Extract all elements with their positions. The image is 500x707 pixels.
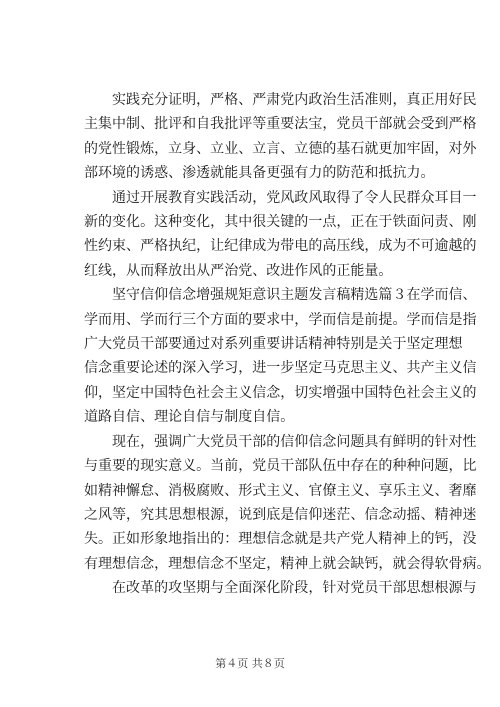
text-line: 信念重要论述的深入学习，进一步坚定马克思主义、共产主义信 [84,360,477,377]
text-line: 在改革的攻坚期与全面深化阶段，针对党员干部思想根源与 [84,580,477,597]
text-line: 性约束、严格执纪，让纪律成为带电的高压线，成为不可逾越的 [84,238,477,255]
text-line: 主集中制、批评和自我批评等重要法宝，党员干部就会受到严格 [84,116,477,133]
text-line: 新的变化。这种变化，其中很关键的一点，正在于铁面问责、刚 [84,214,477,231]
text-line: 的党性锻炼，立身、立业、立言、立德的基石就更加牢固，对外 [84,140,477,157]
page-number-footer: 第４页 共８页 [215,657,285,670]
text-line: 如精神懈怠、消极腐败、形式主义、官僚主义、享乐主义、奢靡 [84,482,477,499]
text-line: 坚守信仰信念增强规矩意识主题发言稿精选篇３在学而信、 [84,287,477,304]
text-line: 现在，强调广大党员干部的信仰信念问题具有鲜明的针对性 [84,433,477,450]
text-line: 失。正如形象地指出的：理想信念就是共产党人精神上的钙，没 [84,531,477,548]
paragraph-1 [84,88,477,186]
text-line: 与重要的现实意义。当前，党员干部队伍中存在的种种问题，比 [84,458,477,475]
document-body [84,88,491,601]
paragraph-5 [84,576,477,600]
text-line: 学而用、学而行三个方面的要求中，学而信是前提。学而信是指 [84,311,477,328]
text-line: 部环境的诱惑、渗透就能具备更强有力的防范和抵抗力。 [84,165,435,182]
text-line: 实践充分证明，严格、严肃党内政治生活准则，真正用好民 [84,92,477,108]
text-line: 广大党员干部要通过对系列重要讲话精神特别是关于坚定理想 [84,336,463,353]
paragraph-4 [84,430,491,576]
text-line: 之风等，究其思想根源，说到底是信仰迷茫、信念动摇、精神迷 [84,506,477,523]
text-line: 红线，从而释放出从严治党、改进作风的正能量。 [84,262,393,279]
paragraph-2 [84,186,477,284]
text-line: 仰，坚定中国特色社会主义信念，切实增强中国特色社会主义的 [84,384,477,401]
text-line: 道路自信、理论自信与制度自信。 [84,409,295,426]
text-line: 通过开展教育实践活动，党风政风取得了令人民群众耳目一 [84,189,477,206]
paragraph-3 [84,283,477,429]
text-line: 有理想信念，理想信念不坚定，精神上就会缺钙，就会得软骨病。 [84,555,491,572]
